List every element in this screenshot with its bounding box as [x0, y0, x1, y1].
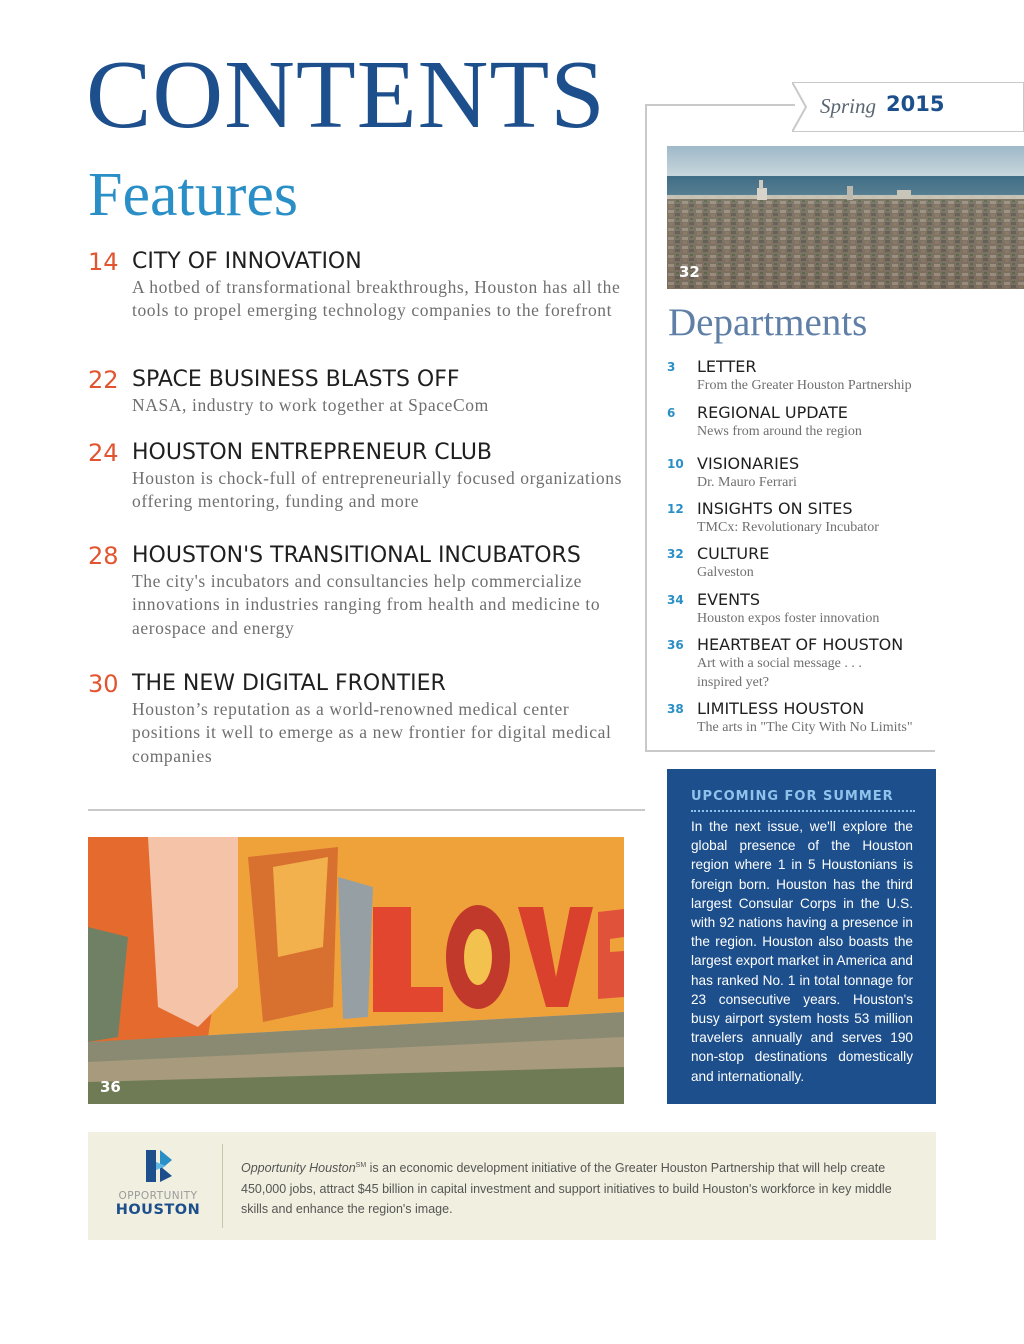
department-description: Art with a social message . . . inspired yet? — [697, 656, 862, 690]
issue-ribbon — [792, 82, 1024, 132]
top-rule — [645, 104, 795, 106]
department-page-number: 6 — [667, 406, 676, 420]
department-description: Dr. Mauro Ferrari — [697, 475, 797, 490]
department-description: Houston expos foster innovation — [697, 611, 880, 626]
issue-year: 2015 — [886, 92, 945, 116]
department-item[interactable] — [667, 544, 967, 584]
department-description: Galveston — [697, 565, 754, 580]
department-page-number: 38 — [667, 702, 684, 716]
footer-divider — [222, 1144, 223, 1228]
feature-title: SPACE BUSINESS BLASTS OFF — [132, 367, 460, 392]
department-title: VISIONARIES — [697, 454, 800, 473]
issue-season: Spring — [820, 94, 877, 118]
features-heading: Features — [88, 161, 299, 229]
mural-photo[interactable] — [88, 837, 624, 1104]
feature-description: Houston is chock-full of entrepreneurially focused organizations offering mentoring, funding and more — [132, 468, 623, 512]
department-description: From the Greater Houston Partnership — [697, 378, 912, 393]
feature-title: HOUSTON ENTREPRENEUR CLUB — [132, 440, 493, 465]
mural-illustration — [88, 837, 624, 1104]
department-title: LETTER — [697, 357, 757, 376]
feature-item[interactable] — [88, 248, 628, 348]
department-item[interactable] — [667, 635, 967, 695]
column-divider — [645, 104, 647, 750]
feature-item[interactable] — [88, 439, 628, 519]
feature-item[interactable] — [88, 366, 628, 422]
photo-page-number: 36 — [100, 1078, 121, 1096]
galveston-photo[interactable] — [667, 146, 1024, 289]
logo-text-opportunity: OPPORTUNITY — [118, 1190, 198, 1202]
logo-text-houston: HOUSTON — [115, 1202, 201, 1218]
feature-item[interactable] — [88, 670, 628, 774]
department-title: REGIONAL UPDATE — [697, 403, 848, 422]
department-page-number: 12 — [667, 502, 684, 516]
feature-page-number: 28 — [88, 542, 119, 570]
galveston-illustration — [667, 146, 1024, 289]
department-item[interactable] — [667, 357, 967, 397]
department-description: The arts in "The City With No Limits" — [697, 720, 913, 735]
feature-title: THE NEW DIGITAL FRONTIER — [132, 671, 446, 696]
feature-description: Houston’s reputation as a world-renowned medical center positions it well to emerge as a new frontier for digital medical companies — [132, 699, 612, 766]
department-item[interactable] — [667, 499, 967, 539]
feature-description: A hotbed of transformational breakthroughs, Houston has all the tools to propel emerging technology companies to the forefront — [132, 277, 621, 321]
upcoming-heading: UPCOMING FOR SUMMER — [691, 789, 915, 812]
feature-page-number: 22 — [88, 366, 119, 394]
department-page-number: 34 — [667, 593, 684, 607]
footer-description — [241, 1156, 913, 1220]
department-item[interactable] — [667, 403, 967, 443]
feature-page-number: 30 — [88, 670, 119, 698]
department-description: News from around the region — [697, 424, 862, 439]
footer-band — [88, 1132, 936, 1240]
footer-body: is an economic development initiative of the Greater Houston Partnership that will help create 450,000 jobs, attract $45 billion in capital investment and support initiatives to build Houston's workforce in key middle skills and enhance the region's image. — [241, 1161, 892, 1217]
department-page-number: 10 — [667, 457, 684, 471]
footer-brand: Opportunity Houston — [241, 1161, 356, 1176]
department-title: INSIGHTS ON SITES — [697, 499, 853, 518]
feature-description: NASA, industry to work together at SpaceCom — [132, 395, 489, 415]
feature-title: HOUSTON'S TRANSITIONAL INCUBATORS — [132, 543, 581, 568]
feature-description: The city's incubators and consultancies help commercialize innovations in industries ranging from health and medicine to aerospace and energy — [132, 571, 601, 638]
upcoming-sidebar — [667, 769, 936, 1104]
department-page-number: 3 — [667, 360, 676, 374]
photo-page-number: 32 — [679, 263, 700, 281]
service-mark: SM — [355, 1162, 367, 1169]
department-item[interactable] — [667, 454, 967, 494]
department-title: HEARTBEAT OF HOUSTON — [697, 635, 904, 654]
departments-heading: Departments — [668, 301, 868, 344]
departments-bottom-rule — [645, 750, 935, 752]
department-title: LIMITLESS HOUSTON — [697, 699, 865, 718]
department-item[interactable] — [667, 590, 967, 630]
department-title: CULTURE — [697, 544, 770, 563]
opportunity-houston-logo[interactable] — [108, 1146, 208, 1226]
department-item[interactable] — [667, 699, 967, 739]
feature-page-number: 24 — [88, 439, 119, 467]
page-title: CONTENTS — [86, 41, 606, 149]
feature-item[interactable] — [88, 542, 628, 646]
logo-mark-icon — [108, 1146, 208, 1186]
features-bottom-rule — [88, 809, 645, 811]
upcoming-text: In the next issue, we'll explore the global presence of the Houston region where 1 in 5 Houstonians is foreign born. Houston has the third largest Consular Corps in the U.S. with 92 nations having a presence in the region. Houston also boasts the largest export market in America and has ranked No. 1 in total tonnage for 23 consecutive years. Houston's busy airport system hosts 53 million travelers annually and serves 190 non-stop destinations domestically and internationally. — [691, 819, 913, 1084]
department-description: TMCx: Revolutionary Incubator — [697, 520, 879, 535]
department-title: EVENTS — [697, 590, 761, 609]
feature-page-number: 14 — [88, 248, 119, 276]
department-page-number: 32 — [667, 547, 684, 561]
feature-title: CITY OF INNOVATION — [132, 249, 362, 274]
department-page-number: 36 — [667, 638, 684, 652]
